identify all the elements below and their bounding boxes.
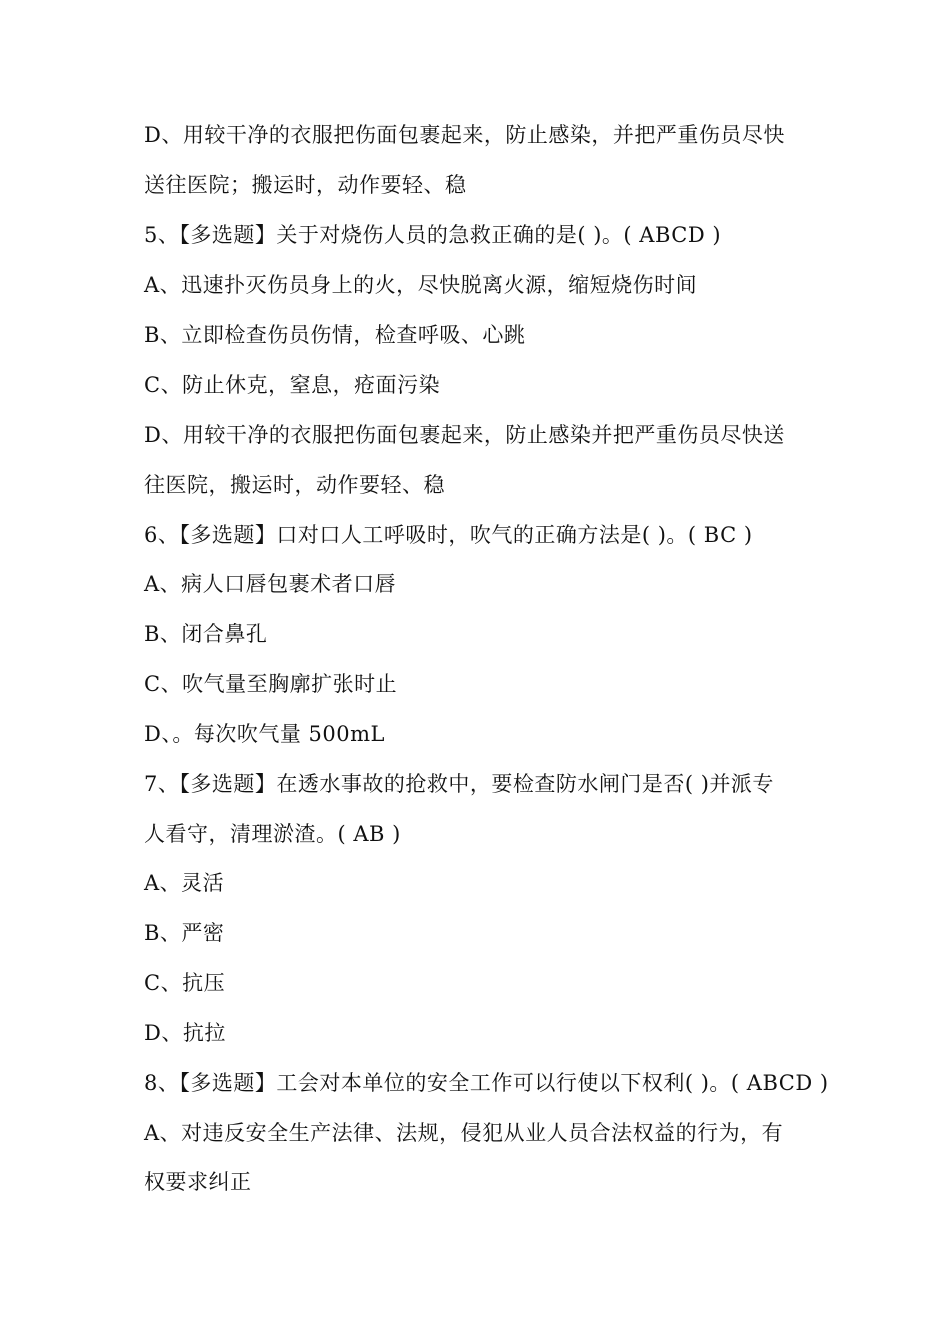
question-7-line-1: 7、【多选题】在透水事故的抢救中，要检查防水闸门是否( )并派专 — [144, 772, 774, 796]
option-6a: A、病人口唇包裹术者口唇 — [144, 572, 397, 596]
option-7c: C、抗压 — [144, 971, 226, 995]
option-4d-line-2: 送往医院；搬运时，动作要轻、稳 — [144, 173, 467, 197]
option-5b: B、立即检查伤员伤情，检查呼吸、心跳 — [144, 323, 526, 347]
question-6: 6、【多选题】口对口人工呼吸时，吹气的正确方法是( )。( BC ) — [144, 523, 753, 547]
option-6b: B、闭合鼻孔 — [144, 622, 268, 646]
option-4d-line-1: D、用较干净的衣服把伤面包裹起来，防止感染，并把严重伤员尽快 — [144, 123, 785, 147]
option-7b: B、严密 — [144, 921, 225, 945]
option-8a-line-2: 权要求纠正 — [144, 1170, 252, 1194]
option-5d-line-2: 往医院，搬运时，动作要轻、稳 — [144, 473, 445, 497]
question-5: 5、【多选题】关于对烧伤人员的急救正确的是( )。( ABCD ) — [144, 223, 722, 247]
option-7d: D、抗拉 — [144, 1021, 226, 1045]
option-5d-line-1: D、用较干净的衣服把伤面包裹起来，防止感染并把严重伤员尽快送 — [144, 423, 785, 447]
question-8: 8、【多选题】工会对本单位的安全工作可以行使以下权利( )。( ABCD ) — [144, 1071, 829, 1095]
question-7-line-2: 人看守，清理淤渣。( AB ) — [144, 822, 401, 846]
option-6d: D、。每次吹气量 500mL — [144, 722, 385, 746]
option-5a: A、迅速扑灭伤员身上的火，尽快脱离火源，缩短烧伤时间 — [144, 273, 698, 297]
option-6c: C、吹气量至胸廓扩张时止 — [144, 672, 398, 696]
option-8a-line-1: A、对违反安全生产法律、法规，侵犯从业人员合法权益的行为，有 — [144, 1121, 784, 1145]
option-7a: A、灵活 — [144, 871, 225, 895]
option-5c: C、防止休克，窒息，疮面污染 — [144, 373, 441, 397]
